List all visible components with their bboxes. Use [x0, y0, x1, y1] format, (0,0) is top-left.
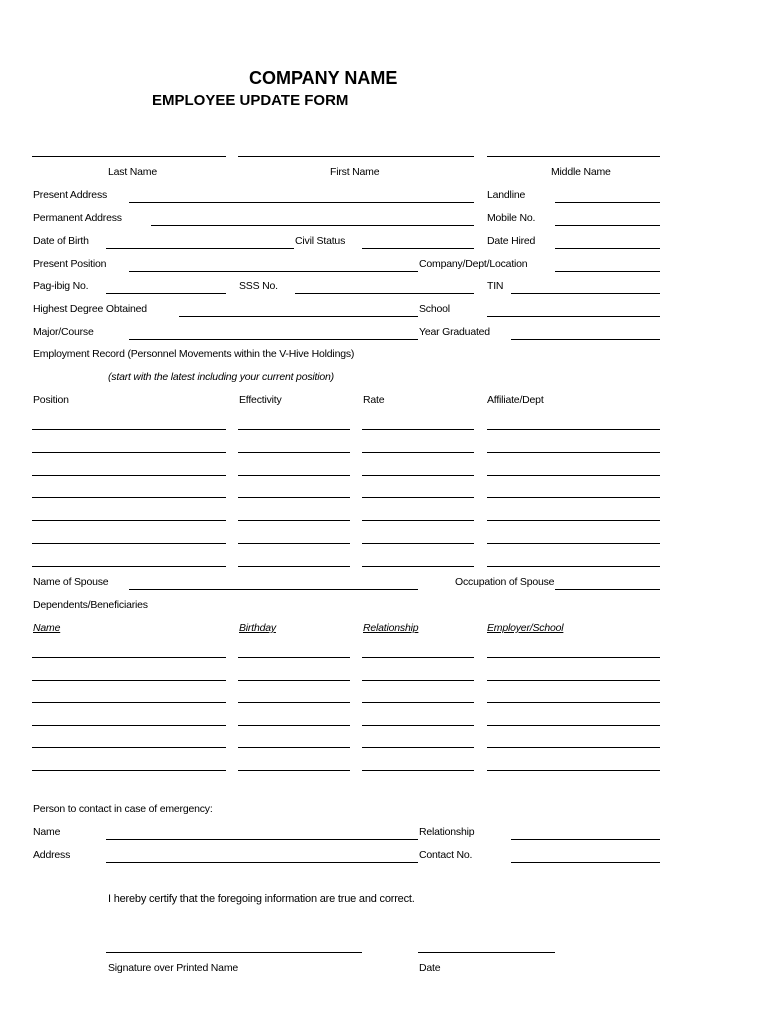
mobile-line[interactable] — [555, 225, 660, 226]
dependents-line-row-5-col-1[interactable] — [32, 747, 226, 748]
dependents-line-row-4-col-1[interactable] — [32, 725, 226, 726]
dependents-line-row-1-col-1[interactable] — [32, 657, 226, 658]
present-address-label: Present Address — [33, 189, 108, 201]
employment-line-row-4-col-3[interactable] — [362, 497, 474, 498]
emergency-relationship-line[interactable] — [511, 839, 660, 840]
employment-line-row-3-col-1[interactable] — [32, 475, 226, 476]
employment-line-row-5-col-2[interactable] — [238, 520, 350, 521]
date-hired-line[interactable] — [555, 248, 660, 249]
employment-line-row-1-col-3[interactable] — [362, 429, 474, 430]
date-hired-label: Date Hired — [487, 235, 536, 247]
school-line[interactable] — [487, 316, 660, 317]
highest-degree-line[interactable] — [179, 316, 418, 317]
present-address-line[interactable] — [129, 202, 474, 203]
emergency-address-label: Address — [33, 849, 71, 861]
dependents-line-row-5-col-2[interactable] — [238, 747, 350, 748]
employment-col-rate: Rate — [363, 394, 385, 406]
dependents-line-row-4-col-4[interactable] — [487, 725, 660, 726]
dependents-line-row-3-col-1[interactable] — [32, 702, 226, 703]
middle-name-line[interactable] — [487, 156, 660, 157]
dependents-col-name: Name — [33, 622, 61, 634]
year-graduated-line[interactable] — [511, 339, 660, 340]
tin-label: TIN — [487, 280, 504, 292]
employment-line-row-6-col-4[interactable] — [487, 543, 660, 544]
year-graduated-label: Year Graduated — [419, 326, 490, 338]
present-position-label: Present Position — [33, 258, 107, 270]
employment-line-row-3-col-3[interactable] — [362, 475, 474, 476]
spouse-occupation-line[interactable] — [555, 589, 660, 590]
dependents-line-row-6-col-4[interactable] — [487, 770, 660, 771]
employment-line-row-7-col-1[interactable] — [32, 566, 226, 567]
spouse-occupation-label: Occupation of Spouse — [455, 576, 555, 588]
dependents-line-row-3-col-3[interactable] — [362, 702, 474, 703]
certification-statement: I hereby certify that the foregoing information are true and correct. — [108, 893, 415, 905]
landline-label: Landline — [487, 189, 526, 201]
tin-line[interactable] — [511, 293, 660, 294]
employment-col-position: Position — [33, 394, 69, 406]
sss-label: SSS No. — [239, 280, 278, 292]
dependents-line-row-2-col-4[interactable] — [487, 680, 660, 681]
employment-line-row-5-col-1[interactable] — [32, 520, 226, 521]
employment-line-row-4-col-1[interactable] — [32, 497, 226, 498]
permanent-address-label: Permanent Address — [33, 212, 122, 224]
first-name-label: First Name — [330, 166, 380, 178]
employment-line-row-2-col-1[interactable] — [32, 452, 226, 453]
major-course-line[interactable] — [129, 339, 418, 340]
sss-line[interactable] — [295, 293, 474, 294]
dependents-line-row-5-col-4[interactable] — [487, 747, 660, 748]
signature-line[interactable] — [106, 952, 362, 953]
spouse-name-label: Name of Spouse — [33, 576, 109, 588]
emergency-contact-label: Contact No. — [419, 849, 473, 861]
dependents-line-row-6-col-2[interactable] — [238, 770, 350, 771]
employment-line-row-1-col-4[interactable] — [487, 429, 660, 430]
employment-line-row-4-col-2[interactable] — [238, 497, 350, 498]
permanent-address-line[interactable] — [151, 225, 474, 226]
employment-col-effectivity: Effectivity — [239, 394, 282, 406]
dependents-line-row-3-col-4[interactable] — [487, 702, 660, 703]
employment-col-affiliate: Affiliate/Dept — [487, 394, 544, 406]
employment-line-row-1-col-2[interactable] — [238, 429, 350, 430]
company-dept-location-label: Company/Dept/Location — [419, 258, 528, 270]
emergency-address-line[interactable] — [106, 862, 418, 863]
landline-line[interactable] — [555, 202, 660, 203]
emergency-name-line[interactable] — [106, 839, 418, 840]
dependents-line-row-5-col-3[interactable] — [362, 747, 474, 748]
company-name: COMPANY NAME — [249, 68, 398, 88]
dependents-line-row-2-col-1[interactable] — [32, 680, 226, 681]
dependents-line-row-4-col-3[interactable] — [362, 725, 474, 726]
emergency-name-label: Name — [33, 826, 61, 838]
employment-line-row-6-col-3[interactable] — [362, 543, 474, 544]
dependents-col-relationship: Relationship — [363, 622, 419, 634]
dependents-line-row-3-col-2[interactable] — [238, 702, 350, 703]
mobile-label: Mobile No. — [487, 212, 536, 224]
dependents-line-row-6-col-1[interactable] — [32, 770, 226, 771]
highest-degree-label: Highest Degree Obtained — [33, 303, 147, 315]
date-line[interactable] — [418, 952, 555, 953]
employment-line-row-7-col-4[interactable] — [487, 566, 660, 567]
dependents-line-row-1-col-3[interactable] — [362, 657, 474, 658]
employment-line-row-2-col-3[interactable] — [362, 452, 474, 453]
dependents-line-row-4-col-2[interactable] — [238, 725, 350, 726]
emergency-heading: Person to contact in case of emergency: — [33, 803, 213, 815]
employment-line-row-6-col-1[interactable] — [32, 543, 226, 544]
dependents-heading: Dependents/Beneficiaries — [33, 599, 148, 611]
middle-name-label: Middle Name — [551, 166, 611, 178]
first-name-line[interactable] — [238, 156, 474, 157]
employment-line-row-5-col-4[interactable] — [487, 520, 660, 521]
present-position-line[interactable] — [129, 271, 418, 272]
employment-line-row-6-col-2[interactable] — [238, 543, 350, 544]
dependents-line-row-1-col-2[interactable] — [238, 657, 350, 658]
dependents-line-row-2-col-2[interactable] — [238, 680, 350, 681]
employment-line-row-2-col-4[interactable] — [487, 452, 660, 453]
pagibig-line[interactable] — [106, 293, 226, 294]
employment-line-row-4-col-4[interactable] — [487, 497, 660, 498]
emergency-relationship-label: Relationship — [419, 826, 475, 838]
major-course-label: Major/Course — [33, 326, 94, 338]
emergency-contact-line[interactable] — [511, 862, 660, 863]
employment-line-row-5-col-3[interactable] — [362, 520, 474, 521]
date-label: Date — [419, 962, 441, 974]
company-dept-location-line[interactable] — [555, 271, 660, 272]
form-title: EMPLOYEE UPDATE FORM — [152, 92, 349, 109]
dependents-col-birthday: Birthday — [239, 622, 276, 634]
employment-line-row-1-col-1[interactable] — [32, 429, 226, 430]
employment-record-heading: Employment Record (Personnel Movements within the V-Hive Holdings) — [33, 348, 355, 360]
dependents-line-row-6-col-3[interactable] — [362, 770, 474, 771]
dependents-line-row-2-col-3[interactable] — [362, 680, 474, 681]
date-of-birth-label: Date of Birth — [33, 235, 89, 247]
pagibig-label: Pag-ibig No. — [33, 280, 89, 292]
employment-line-row-3-col-4[interactable] — [487, 475, 660, 476]
employment-line-row-3-col-2[interactable] — [238, 475, 350, 476]
employment-line-row-2-col-2[interactable] — [238, 452, 350, 453]
civil-status-line[interactable] — [362, 248, 474, 249]
spouse-name-line[interactable] — [129, 589, 418, 590]
dependents-col-employer: Employer/School — [487, 622, 564, 634]
date-of-birth-line[interactable] — [106, 248, 294, 249]
last-name-line[interactable] — [32, 156, 226, 157]
employment-line-row-7-col-3[interactable] — [362, 566, 474, 567]
employment-line-row-7-col-2[interactable] — [238, 566, 350, 567]
school-label: School — [419, 303, 450, 315]
employment-record-note: (start with the latest including your current position) — [108, 371, 334, 383]
last-name-label: Last Name — [108, 166, 157, 178]
civil-status-label: Civil Status — [295, 235, 346, 247]
signature-label: Signature over Printed Name — [108, 962, 239, 974]
dependents-line-row-1-col-4[interactable] — [487, 657, 660, 658]
